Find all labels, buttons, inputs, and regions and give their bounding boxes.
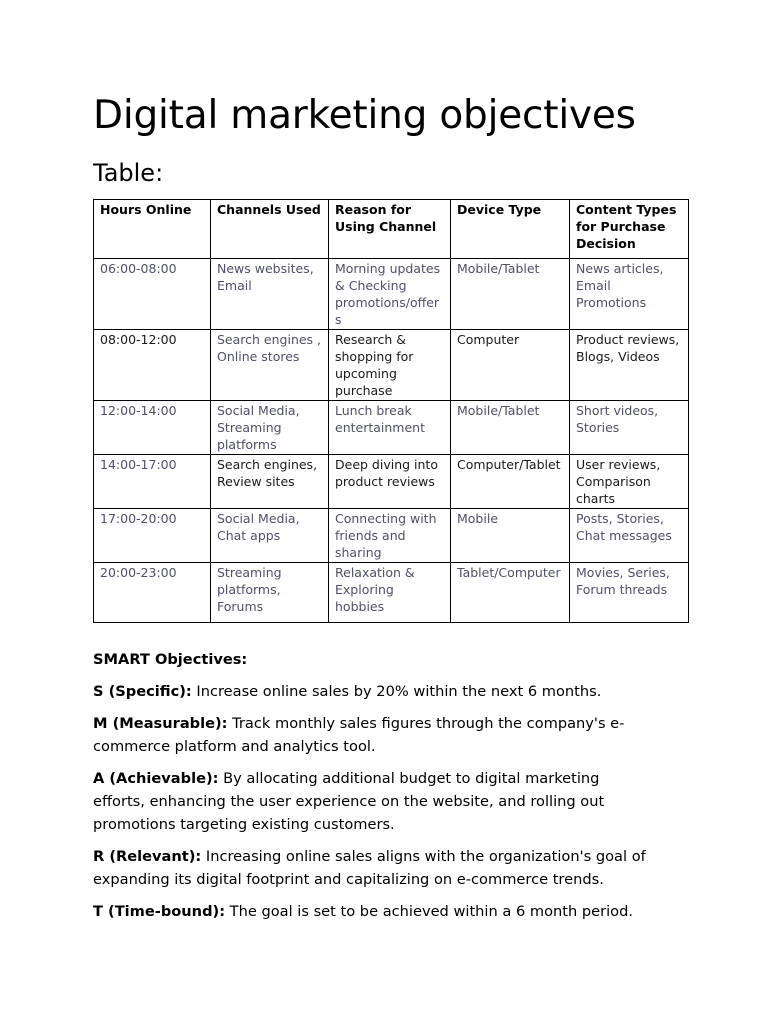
cell-device: Tablet/Computer (451, 563, 570, 623)
table-row (94, 455, 689, 509)
smart-text: The goal is set to be achieved within a 6 month period. (225, 903, 634, 920)
smart-text: Track monthly sales figures through the company's e-commerce platform and analytics tool. (93, 715, 625, 755)
smart-label: R (Relevant): (93, 848, 202, 865)
smart-item-time-bound (93, 900, 653, 923)
marketing-table (93, 199, 689, 623)
header-channels-used: Channels Used (211, 200, 329, 259)
cell-channels: Streaming platforms, Forums (211, 563, 329, 623)
header-reason: Reason for Using Channel (329, 200, 451, 259)
smart-item-measurable (93, 712, 653, 758)
cell-content: Short videos, Stories (570, 401, 689, 455)
cell-reason: Relaxation & Exploring hobbies (329, 563, 451, 623)
cell-hours: 20:00-23:00 (94, 563, 211, 623)
header-device-type: Device Type (451, 200, 570, 259)
smart-label: A (Achievable): (93, 770, 219, 787)
cell-hours: 12:00-14:00 (94, 401, 211, 455)
smart-text: By allocating additional budget to digital marketing efforts, enhancing the user experience on the website, and rolling out promotions targeting existing customers. (93, 770, 605, 833)
cell-reason: Lunch break entertainment (329, 401, 451, 455)
smart-text: Increase online sales by 20% within the next 6 months. (191, 683, 602, 700)
cell-device: Computer/Tablet (451, 455, 570, 509)
table-heading: Table: (93, 159, 164, 187)
table-row (94, 330, 689, 401)
table-row (94, 259, 689, 330)
smart-item-relevant (93, 845, 653, 891)
smart-label: T (Time-bound): (93, 903, 226, 920)
smart-label: M (Measurable): (93, 715, 228, 732)
table-row (94, 509, 689, 563)
cell-hours: 17:00-20:00 (94, 509, 211, 563)
cell-channels: Search engines , Online stores (211, 330, 329, 401)
smart-item-achievable (93, 767, 653, 836)
cell-channels: News websites, Email (211, 259, 329, 330)
table-row (94, 401, 689, 455)
smart-objectives (93, 648, 653, 932)
table-header-row (94, 200, 689, 259)
cell-content: Posts, Stories, Chat messages (570, 509, 689, 563)
cell-channels: Search engines, Review sites (211, 455, 329, 509)
cell-reason: Morning updates & Checking promotions/offers (329, 259, 451, 330)
cell-hours: 14:00-17:00 (94, 455, 211, 509)
cell-reason: Research & shopping for upcoming purchase (329, 330, 451, 401)
cell-content: News articles, Email Promotions (570, 259, 689, 330)
smart-item-specific (93, 680, 653, 703)
cell-hours: 08:00-12:00 (94, 330, 211, 401)
cell-reason: Deep diving into product reviews (329, 455, 451, 509)
cell-channels: Social Media, Chat apps (211, 509, 329, 563)
cell-device: Computer (451, 330, 570, 401)
smart-heading-text: SMART Objectives: (93, 651, 248, 668)
cell-channels: Social Media, Streaming platforms (211, 401, 329, 455)
cell-device: Mobile (451, 509, 570, 563)
cell-device: Mobile/Tablet (451, 259, 570, 330)
table-row (94, 563, 689, 623)
smart-label: S (Specific): (93, 683, 192, 700)
cell-device: Mobile/Tablet (451, 401, 570, 455)
cell-content: User reviews, Comparison charts (570, 455, 689, 509)
cell-reason: Connecting with friends and sharing (329, 509, 451, 563)
page-title: Digital marketing objectives (93, 93, 636, 138)
cell-hours: 06:00-08:00 (94, 259, 211, 330)
smart-heading (93, 648, 653, 671)
header-hours-online: Hours Online (94, 200, 211, 259)
header-content-types: Content Types for Purchase Decision (570, 200, 689, 259)
smart-text: Increasing online sales aligns with the organization's goal of expanding its digital footprint and capitalizing on e-commerce trends. (93, 848, 646, 888)
cell-content: Product reviews, Blogs, Videos (570, 330, 689, 401)
cell-content: Movies, Series, Forum threads (570, 563, 689, 623)
